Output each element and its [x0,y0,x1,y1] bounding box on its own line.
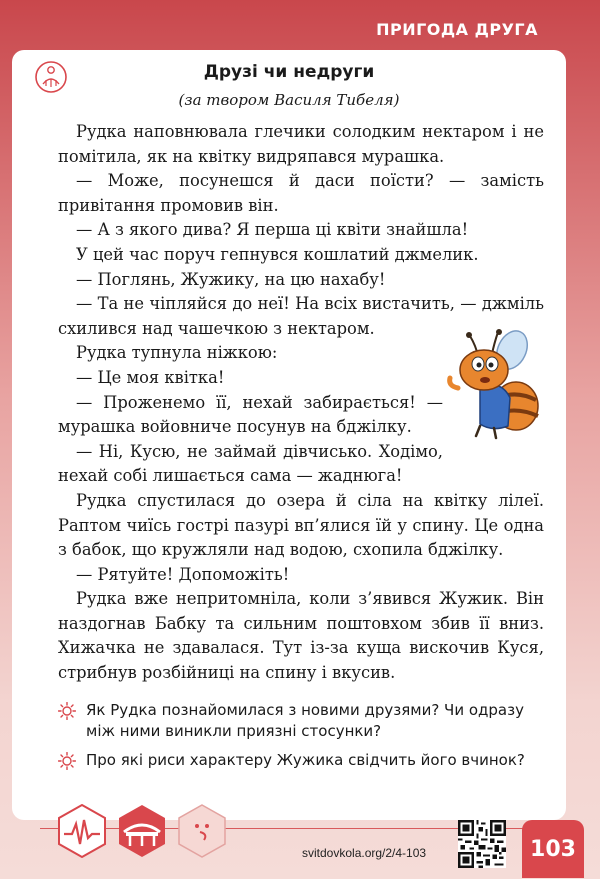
question-text: Про які риси характеру Жужика свідчить його вчинок? [86,751,525,769]
story-paragraph: — Поглянь, Жужику, на цю нахабу! [76,269,386,289]
story-paragraph: Рудка вже непритомніла, коли з’явився Жужик. Він наздогнав Бабку та сильним поштовхом збив її вниз. Хижачка не здавалася. Тут із-за куща вискочив Куся, стрибнув розбійниці на спину і вкусив. [58,589,544,683]
heartbeat-hex-icon [58,804,106,858]
page-number: 103 [522,820,584,878]
story-paragraph: У цей час поруч гепнувся кошлатий джмелик. [76,244,479,264]
story-paragraph: — Це моя квітка! [76,367,225,387]
story-card [12,50,566,820]
story-paragraph: Рудка наповнювала глечики солодким нектаром і не помітила, як на квітку видряпався мурашка. [58,122,544,166]
question-item [56,700,556,742]
story-paragraph: Рудка спустилася до озера й сіла на квітку лілеї. Раптом чиїсь гострі пазурі вп’ялися їй у спину. Це одна з бабок, що кружляли над водою, схопила бджілку. [58,490,544,560]
story-paragraph: — Рятуйте! Допоможіть! [76,564,290,584]
site-url-link[interactable]: svitdovkola.org/2/4-103 [302,846,427,860]
story-paragraph: — Може, посунешся й даси поїсти? — замість привітання промовив він. [58,171,544,215]
story-paragraph: Рудка тупнула ніжкою: [76,343,278,363]
question-item [56,750,556,771]
story-subtitle: (за твором Василя Тибеля) [178,91,400,109]
qr-code-icon [458,820,506,868]
story-paragraph: — Ні, Кусю, не займай дівчисько. Ходімо, нехай собі лишається сама — жаднюга! [58,441,443,486]
questions-list [56,700,556,779]
story-paragraph: — А з якого дива? Я перша ці квіти знайшла! [76,220,469,240]
question-text: Як Рудка познайомилася з новими друзями? Чи одразу між ними виникли приязні стосунки? [86,701,524,740]
sun-icon [58,702,76,720]
bridge-hex-icon [118,804,166,858]
bumblebee-illustration [440,328,544,440]
story-paragraph: — Проженемо її, нехай забирається! — мурашка войовниче посунув на бджілку. [58,392,443,437]
story-title: Друзі чи недруги [203,62,375,82]
smile-hex-icon [178,804,226,858]
story-paragraph: — Та не чіпляйся до неї! На всіх вистачить, — джміль схилився над чашечкою з нектаром. [58,294,544,338]
section-header-title: ПРИГОДА ДРУГА [376,20,538,39]
sun-icon [58,752,76,770]
